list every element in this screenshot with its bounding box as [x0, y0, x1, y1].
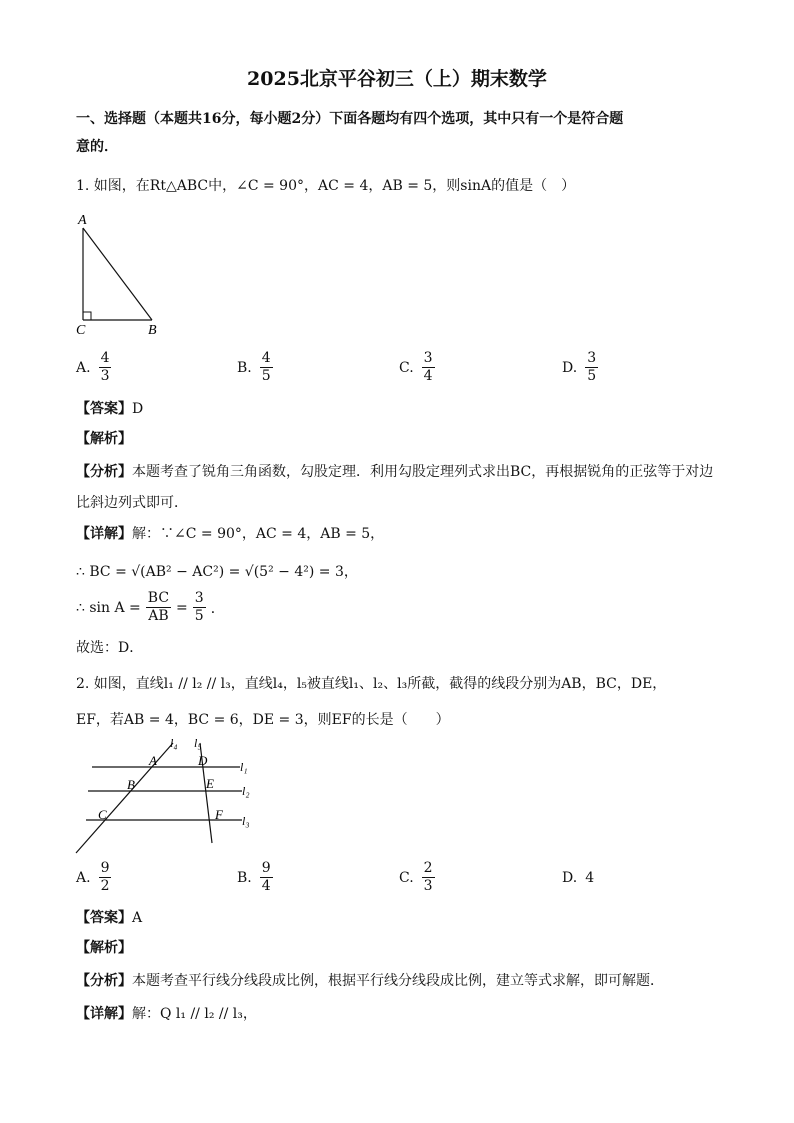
- q1-detail-1: 【详解】解：∵∠C = 90°，AC = 4，AB = 5，: [76, 526, 385, 542]
- section-heading-line1: 一、选择题（本题共16分，每小题2分）下面各题均有四个选项，其中只有一个是符合题: [76, 111, 624, 127]
- section-heading-line2: 意的．: [76, 139, 118, 155]
- q1-right-angle-mark: [83, 312, 91, 320]
- q1-option-c-label: C.: [399, 359, 414, 376]
- q1-option-c: [399, 350, 435, 385]
- q1-choose: 故选：D．: [76, 640, 144, 656]
- q2-label-l4: l₄: [170, 736, 178, 750]
- q2-label-l1: l₁: [240, 760, 248, 774]
- q2-parallel-lines-figure: [70, 733, 270, 858]
- q2-option-b: [237, 860, 273, 895]
- q2-label-l3: l₃: [242, 814, 250, 828]
- q1-option-b-label: B.: [237, 359, 252, 376]
- q2-option-c-fraction: $\frac{2}{3}$: [423, 860, 433, 894]
- q2-option-b-fraction: $\frac{9}{4}$: [261, 860, 271, 894]
- q2-label-l5: l₅: [194, 736, 202, 750]
- q2-option-a: [76, 860, 111, 895]
- q1-analysis-tag: 【解析】: [76, 431, 132, 447]
- q1-label-c: C: [76, 323, 86, 338]
- q2-option-b-label: B.: [237, 869, 252, 886]
- q1-option-a-fraction: $\frac{4}{3}$: [100, 350, 110, 384]
- q1-detail-2: ∴ BC = √(AB² − AC²) = √(5² − 4²) = 3，: [76, 564, 358, 580]
- q1-detail-3: ∴ sin A = $\frac{BC}{AB}$ = $\frac{3}{5}$ ．: [76, 590, 225, 624]
- q1-option-d-label: D.: [562, 359, 578, 376]
- q2-stem-1: 2. 如图，直线l₁ // l₂ // l₃，直线l₄，l₅被直线l₁、l₂、l₃所截，截得的线段分别为AB，BC，DE，: [76, 676, 667, 692]
- q2-label-l2: l₂: [242, 784, 250, 798]
- q1-option-c-fraction: $\frac{3}{4}$: [423, 350, 433, 384]
- q2-analysis-1: 【分析】本题考查平行线分线段成比例，根据平行线分线段成比例，建立等式求解，即可解题．: [76, 973, 664, 989]
- page-title: 2025北京平谷初三（上）期末数学: [247, 68, 547, 90]
- q1-option-b: [237, 350, 273, 385]
- q2-line-l4: [76, 743, 173, 853]
- q1-option-a: [76, 350, 111, 385]
- q1-analysis-2: 比斜边列式即可．: [76, 495, 188, 511]
- q1-option-d: [562, 350, 598, 385]
- q1-analysis-1: 【分析】本题考查了锐角三角函数，勾股定理．利用勾股定理列式求出BC，再根据锐角的正弦等于对边: [76, 464, 714, 480]
- q1-side-ab: [83, 228, 152, 320]
- q2-label-c: C: [98, 807, 107, 822]
- q2-detail-1: 【详解】解：Q l₁ // l₂ // l₃，: [76, 1006, 257, 1022]
- q2-analysis-tag: 【解析】: [76, 940, 132, 956]
- q2-label-e: E: [206, 776, 214, 791]
- q1-answer: 【答案】D: [76, 401, 144, 417]
- q2-option-c-label: C.: [399, 869, 414, 886]
- q2-answer: 【答案】A: [76, 910, 143, 926]
- q1-option-a-label: A.: [76, 359, 91, 376]
- q1-option-b-fraction: $\frac{4}{5}$: [261, 350, 271, 384]
- q2-label-d: D: [198, 753, 208, 768]
- q2-option-c: [399, 860, 435, 895]
- q1-label-b: B: [148, 323, 157, 338]
- q2-label-f: F: [215, 807, 223, 822]
- q2-label-b: B: [127, 777, 135, 792]
- q1-triangle-figure: [70, 208, 170, 338]
- q2-option-d-value: 4: [585, 870, 595, 886]
- q1-stem: 1. 如图，在Rt△ABC中，∠C = 90°，AC = 4，AB = 5，则sinA的值是（ ）: [76, 178, 576, 194]
- q2-option-d-label: D.: [562, 870, 578, 886]
- q2-option-a-label: A.: [76, 869, 91, 886]
- q2-option-a-fraction: $\frac{9}{2}$: [100, 860, 110, 894]
- q1-label-a: A: [78, 213, 87, 228]
- q2-stem-2: EF，若AB = 4，BC = 6，DE = 3，则EF的长是（ ）: [76, 712, 450, 728]
- q2-label-a: A: [149, 753, 157, 768]
- q1-option-d-fraction: $\frac{3}{5}$: [587, 350, 597, 384]
- q2-option-d: [562, 870, 594, 886]
